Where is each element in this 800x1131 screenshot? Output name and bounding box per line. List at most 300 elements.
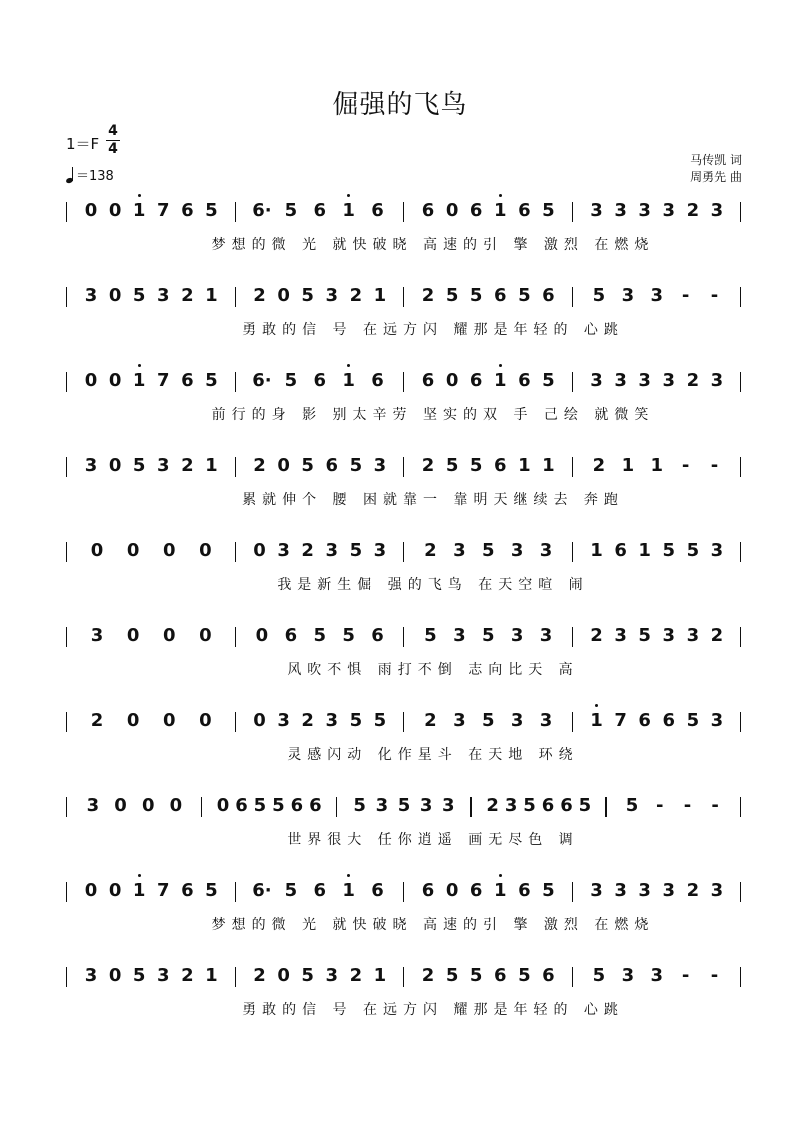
score-system <box>0 200 800 280</box>
barline <box>470 797 471 817</box>
note <box>249 965 271 987</box>
note-digit: 0 <box>126 710 140 731</box>
note-digit: 5 <box>349 540 363 561</box>
note <box>610 540 632 562</box>
note-digit: 1 <box>132 370 146 391</box>
note <box>417 965 439 987</box>
octave-up-dot <box>138 364 141 367</box>
note <box>249 710 271 732</box>
barline <box>740 287 741 307</box>
note <box>558 795 574 817</box>
note <box>215 795 231 817</box>
note-digit: 3 <box>710 710 724 731</box>
note <box>394 795 414 817</box>
note <box>369 710 391 732</box>
note-digit: 2 <box>349 965 363 986</box>
note <box>706 625 728 647</box>
note <box>586 880 608 902</box>
note-digit: 1 <box>518 455 531 476</box>
note <box>200 200 222 222</box>
note <box>176 965 198 987</box>
note-digit: 5 <box>132 285 146 306</box>
note-digit: 6 <box>325 455 339 476</box>
note-digit: 5 <box>469 965 483 986</box>
note <box>533 540 560 562</box>
note <box>701 965 728 987</box>
note <box>297 965 319 987</box>
barline <box>740 712 741 732</box>
note <box>277 880 304 902</box>
barline <box>740 372 741 392</box>
note-digit: 5 <box>284 370 298 391</box>
note-digit: 3 <box>638 880 651 901</box>
barline <box>740 967 741 987</box>
note <box>682 370 704 392</box>
note-digit: 6 <box>469 880 483 901</box>
note <box>417 625 444 647</box>
note <box>80 540 114 562</box>
note-digit: 3 <box>84 965 98 986</box>
barline <box>235 372 236 392</box>
barline <box>403 542 404 562</box>
note-digit: 2 <box>486 795 499 816</box>
note-digit: 5 <box>481 625 495 646</box>
note <box>176 200 198 222</box>
note <box>188 540 222 562</box>
note <box>364 880 391 902</box>
note-digit: 1 <box>205 455 218 476</box>
note <box>306 880 333 902</box>
note-digit: 6 <box>181 880 194 901</box>
note <box>484 795 500 817</box>
note <box>200 455 222 477</box>
note-digit: 3 <box>621 285 635 306</box>
note-digit: 6 <box>181 200 194 221</box>
note-digit: 6 <box>290 795 304 816</box>
barline <box>66 287 67 307</box>
note-digit: 0 <box>108 200 122 221</box>
note <box>297 285 319 307</box>
note <box>200 370 222 392</box>
note-digit: 0 <box>199 540 212 561</box>
note <box>610 710 632 732</box>
note-digit: 6 <box>518 200 531 221</box>
note-digit: 5 <box>518 965 531 986</box>
note <box>610 200 632 222</box>
barline <box>572 882 573 902</box>
note-digit: 1 <box>621 455 635 476</box>
note <box>176 880 198 902</box>
barline <box>403 882 404 902</box>
note <box>345 965 367 987</box>
note-digit: 1 <box>590 540 603 561</box>
note-digit: 5 <box>625 795 639 816</box>
note <box>307 795 323 817</box>
note <box>128 200 150 222</box>
note-digit: 3 <box>84 285 98 306</box>
note <box>504 710 531 732</box>
note-digit: 0 <box>253 540 266 561</box>
note <box>672 285 699 307</box>
note <box>249 285 271 307</box>
note <box>306 370 333 392</box>
note-digit: 6 <box>542 965 555 986</box>
note-digit: 5 <box>397 795 411 816</box>
note-digit: 6 <box>371 880 384 901</box>
note-digit: 3 <box>539 625 553 646</box>
note <box>417 455 439 477</box>
note <box>297 455 319 477</box>
tempo-marking <box>66 165 114 184</box>
barline <box>403 967 404 987</box>
score-system <box>0 370 800 450</box>
note <box>658 710 680 732</box>
note <box>350 795 370 817</box>
barline <box>201 797 202 817</box>
note-digit: 1 <box>342 880 355 901</box>
note-digit: 3 <box>157 285 170 306</box>
note-digit: 6 <box>518 880 531 901</box>
note-digit: 5 <box>481 710 495 731</box>
note-digit: 0 <box>126 625 140 646</box>
note-digit: 6 <box>662 710 676 731</box>
note-digit: 3 <box>539 540 553 561</box>
note-digit: 3 <box>614 625 627 646</box>
note-digit: 3 <box>510 540 524 561</box>
note <box>80 285 102 307</box>
note <box>417 285 439 307</box>
note-digit: 0 <box>108 880 122 901</box>
note <box>706 200 728 222</box>
note-digit: 5 <box>638 625 651 646</box>
note <box>682 200 704 222</box>
note <box>672 965 699 987</box>
note-digit: 3 <box>710 540 724 561</box>
composer-credit: 周勇先 曲 <box>690 170 742 184</box>
note <box>152 370 174 392</box>
note <box>537 200 559 222</box>
note <box>537 455 559 477</box>
note-digit: 2 <box>301 710 314 731</box>
note <box>321 540 343 562</box>
lyrics-line: 勇敢的信 号 在远方闪 耀那是年轻的 心跳 <box>242 1002 624 1018</box>
note <box>586 200 608 222</box>
lyrics-line: 勇敢的信 号 在远方闪 耀那是年轻的 心跳 <box>242 322 624 338</box>
note <box>200 965 222 987</box>
note-digit: 0 <box>199 625 212 646</box>
note-digit: 2 <box>590 625 603 646</box>
barline <box>235 882 236 902</box>
note-digit: 7 <box>614 710 627 731</box>
note <box>306 200 333 222</box>
note-digit: 1 <box>373 965 387 986</box>
note-digit: 6 <box>494 965 507 986</box>
note-digit: - <box>683 795 692 816</box>
note <box>441 285 463 307</box>
note <box>104 455 126 477</box>
note-digit: 0 <box>253 710 266 731</box>
note-digit: 0 <box>108 455 122 476</box>
note-digit: 3 <box>419 795 433 816</box>
note-digit: 5 <box>301 965 314 986</box>
score-system <box>0 285 800 365</box>
note <box>465 370 487 392</box>
note-digit: 0 <box>163 540 176 561</box>
note-digit: 5 <box>469 285 483 306</box>
note <box>372 795 392 817</box>
note <box>701 455 728 477</box>
barline <box>66 797 67 817</box>
note <box>586 965 613 987</box>
note-digit: 0 <box>84 200 98 221</box>
note <box>521 795 537 817</box>
note <box>489 965 511 987</box>
note-digit: 6 <box>284 625 298 646</box>
octave-up-dot <box>347 874 350 877</box>
note-digit: 3 <box>373 455 387 476</box>
note <box>643 455 670 477</box>
note-digit: 3 <box>662 370 676 391</box>
note <box>706 880 728 902</box>
note <box>465 880 487 902</box>
note <box>277 625 304 647</box>
barline <box>740 882 741 902</box>
note <box>200 880 222 902</box>
barline <box>66 882 67 902</box>
note-digit: 3 <box>453 710 466 731</box>
note <box>513 285 535 307</box>
note-digit: - <box>681 455 690 476</box>
octave-up-dot <box>499 194 502 197</box>
note-digit: 5 <box>353 795 366 816</box>
note-digit: 6 <box>313 370 326 391</box>
note <box>128 880 150 902</box>
note-digit: 0 <box>277 965 290 986</box>
note-digit: 2 <box>686 200 700 221</box>
note <box>104 965 126 987</box>
note <box>345 540 367 562</box>
note <box>537 965 559 987</box>
note <box>446 540 473 562</box>
note <box>364 200 391 222</box>
note <box>417 880 439 902</box>
song-title: 倔强的飞鸟 <box>332 90 468 120</box>
note <box>152 880 174 902</box>
note-digit: 0 <box>216 795 230 816</box>
note <box>104 200 126 222</box>
barline <box>66 542 67 562</box>
note-digit: 3 <box>375 795 389 816</box>
barline <box>66 457 67 477</box>
note <box>675 795 701 817</box>
note-digit: 5 <box>592 285 606 306</box>
note-digit: 5 <box>469 455 483 476</box>
note-digit: 6 <box>469 370 483 391</box>
note-digit: 3 <box>638 370 651 391</box>
note-digit: 6 <box>313 200 326 221</box>
note-digit: 5 <box>518 285 531 306</box>
note-digit: 5 <box>205 200 218 221</box>
note <box>270 795 286 817</box>
note-digit: 3 <box>650 965 663 986</box>
note <box>345 710 367 732</box>
barline <box>235 457 236 477</box>
note-digit: 3 <box>614 370 627 391</box>
note-digit: - <box>681 285 690 306</box>
note <box>152 965 174 987</box>
note-digit: 6 <box>235 795 248 816</box>
note-digit: 0 <box>126 540 140 561</box>
note-digit: 5 <box>424 625 437 646</box>
note-digit: 3 <box>510 710 524 731</box>
octave-up-dot <box>499 364 502 367</box>
octave-up-dot <box>347 364 350 367</box>
note <box>475 625 502 647</box>
note-digit: 0 <box>141 795 155 816</box>
note-digit: 3 <box>638 200 651 221</box>
note <box>540 795 556 817</box>
note <box>701 285 728 307</box>
barline <box>403 202 404 222</box>
note-digit: 5 <box>205 880 218 901</box>
note-digit: 3 <box>86 795 100 816</box>
octave-up-dot <box>138 874 141 877</box>
note <box>249 370 276 392</box>
barline <box>572 712 573 732</box>
note-digit: - <box>710 965 719 986</box>
note-digit: 3 <box>614 200 627 221</box>
barline <box>235 967 236 987</box>
note-digit: 3 <box>90 625 104 646</box>
note <box>369 285 391 307</box>
note-digit: 1 <box>205 965 218 986</box>
lyrics-line: 前行的身 影 别太辛劳 坚实的双 手 己绘 就微笑 <box>211 407 655 423</box>
note-digit: 3 <box>710 880 724 901</box>
note <box>513 455 535 477</box>
note <box>577 795 593 817</box>
barline <box>403 287 404 307</box>
note <box>513 965 535 987</box>
note-digit: - <box>710 285 719 306</box>
note-digit: 0 <box>108 285 122 306</box>
note <box>364 370 391 392</box>
note <box>116 540 150 562</box>
note <box>289 795 305 817</box>
barline <box>572 372 573 392</box>
note-digit: 6· <box>252 200 272 221</box>
barline <box>572 967 573 987</box>
note-digit: 5 <box>301 285 314 306</box>
note-digit: 2 <box>592 455 606 476</box>
note <box>128 965 150 987</box>
lyrics-line: 世界很大 任你逍遥 画无尽色 调 <box>287 832 579 848</box>
note-digit: 5 <box>284 200 298 221</box>
lyricist-credit: 马传凯 词 <box>690 153 742 167</box>
note-digit: 6 <box>542 285 555 306</box>
note-digit: 5 <box>272 795 285 816</box>
note <box>658 880 680 902</box>
note <box>249 880 276 902</box>
barline <box>403 627 404 647</box>
note <box>438 795 458 817</box>
note <box>345 285 367 307</box>
note <box>104 880 126 902</box>
note <box>634 370 656 392</box>
note <box>634 710 656 732</box>
note <box>513 370 535 392</box>
time-signature-bottom: 4 <box>108 141 118 157</box>
note <box>277 200 304 222</box>
barline <box>235 202 236 222</box>
note-digit: 5 <box>542 880 555 901</box>
note-digit: 6 <box>371 200 384 221</box>
note-digit: 0 <box>114 795 127 816</box>
tempo-value: ＝138 <box>76 169 114 184</box>
barline <box>66 967 67 987</box>
lyrics-line: 风吹不惧 雨打不倒 志向比天 高 <box>287 662 579 678</box>
note <box>80 795 106 817</box>
note-digit: 6 <box>614 540 627 561</box>
note-digit: 5 <box>445 455 459 476</box>
note-digit: 1 <box>494 200 507 221</box>
note-digit: 5 <box>686 540 700 561</box>
note-digit: 0 <box>108 370 122 391</box>
note-digit: 5 <box>445 285 459 306</box>
note-digit: 3 <box>373 540 387 561</box>
note <box>504 540 531 562</box>
note-digit: 5 <box>578 795 592 816</box>
note-digit: 3 <box>504 795 518 816</box>
note <box>80 710 114 732</box>
barline <box>403 712 404 732</box>
barline <box>235 627 236 647</box>
note <box>369 540 391 562</box>
note-digit: 3 <box>662 625 676 646</box>
note <box>200 285 222 307</box>
note <box>634 540 656 562</box>
note <box>537 285 559 307</box>
note-digit: 3 <box>590 200 603 221</box>
note <box>658 200 680 222</box>
note-digit: - <box>710 455 719 476</box>
note-digit: 1 <box>494 880 507 901</box>
note <box>369 965 391 987</box>
note <box>176 370 198 392</box>
note <box>335 625 362 647</box>
note <box>249 200 276 222</box>
note-digit: 3 <box>614 880 627 901</box>
lyrics-line: 累就伸个 腰 困就靠一 靠明天继续去 奔跑 <box>242 492 624 508</box>
note <box>152 540 186 562</box>
barline <box>740 202 741 222</box>
note <box>321 965 343 987</box>
note-digit: 5 <box>253 795 267 816</box>
note <box>658 370 680 392</box>
note <box>586 370 608 392</box>
lyrics-line: 梦想的微 光 就快破晓 高速的引 擎 激烈 在燃烧 <box>211 237 655 253</box>
note <box>441 200 463 222</box>
note-digit: 3 <box>686 625 700 646</box>
note-digit: 0 <box>255 625 269 646</box>
note <box>116 625 150 647</box>
note-digit: 6 <box>541 795 555 816</box>
note-digit: 2 <box>181 455 194 476</box>
barline <box>336 797 337 817</box>
note <box>345 455 367 477</box>
note-digit: 6 <box>494 455 507 476</box>
note <box>152 455 174 477</box>
note-digit: 3 <box>277 540 290 561</box>
